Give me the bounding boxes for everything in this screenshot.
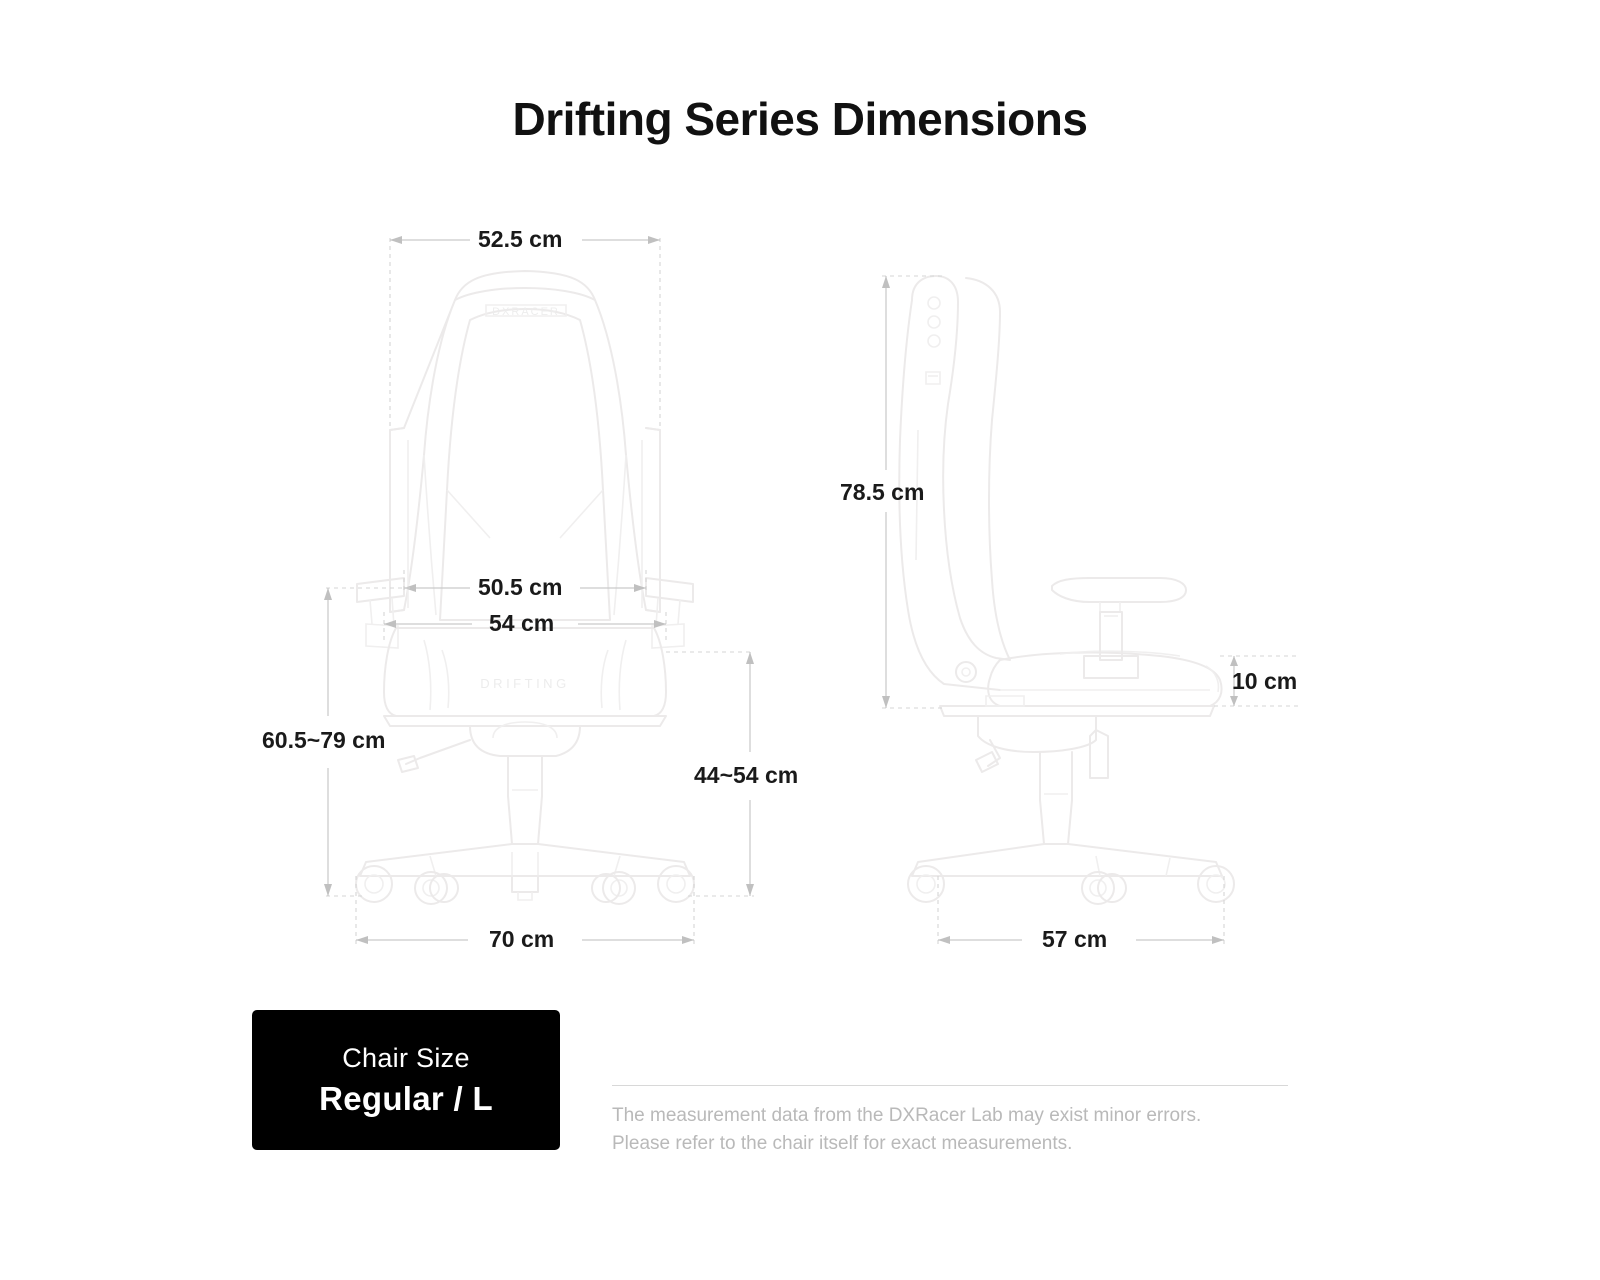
side-dimension-lines bbox=[882, 276, 1300, 944]
dim-label-seat-width: 54 cm bbox=[489, 610, 555, 636]
dim-label-base-width: 70 cm bbox=[489, 926, 555, 952]
dim-label-seat-depth-offset: 10 cm bbox=[1232, 668, 1298, 694]
dim-label-seat-height: 44~54 cm bbox=[694, 762, 799, 788]
side-view-chair bbox=[899, 276, 1234, 904]
dim-label-total-height: 60.5~79 cm bbox=[262, 727, 386, 753]
svg-text:DXRACER: DXRACER bbox=[492, 306, 560, 318]
dim-label-backrest-width: 52.5 cm bbox=[478, 226, 563, 252]
disclaimer-line-2: Please refer to the chair itself for exact measurements. bbox=[612, 1132, 1073, 1154]
dim-label-backrest-height: 78.5 cm bbox=[840, 479, 925, 505]
chair-size-label: Chair Size bbox=[342, 1042, 470, 1073]
disclaimer-divider bbox=[612, 1085, 1288, 1086]
disclaimer bbox=[612, 1085, 1302, 1157]
front-casters bbox=[356, 866, 694, 904]
side-casters bbox=[908, 866, 1234, 904]
chair-size-value: Regular / L bbox=[319, 1079, 493, 1117]
page-title: Drifting Series Dimensions bbox=[512, 93, 1088, 145]
disclaimer-line-1: The measurement data from the DXRacer Lab may exist minor errors. bbox=[612, 1105, 1202, 1126]
dim-label-armrest-inner-width: 50.5 cm bbox=[478, 574, 563, 600]
chair-size-badge bbox=[252, 1010, 560, 1150]
backrest-logo bbox=[486, 305, 566, 318]
seat-logo: DRIFTING bbox=[480, 676, 570, 691]
dim-label-base-depth: 57 cm bbox=[1042, 926, 1108, 952]
